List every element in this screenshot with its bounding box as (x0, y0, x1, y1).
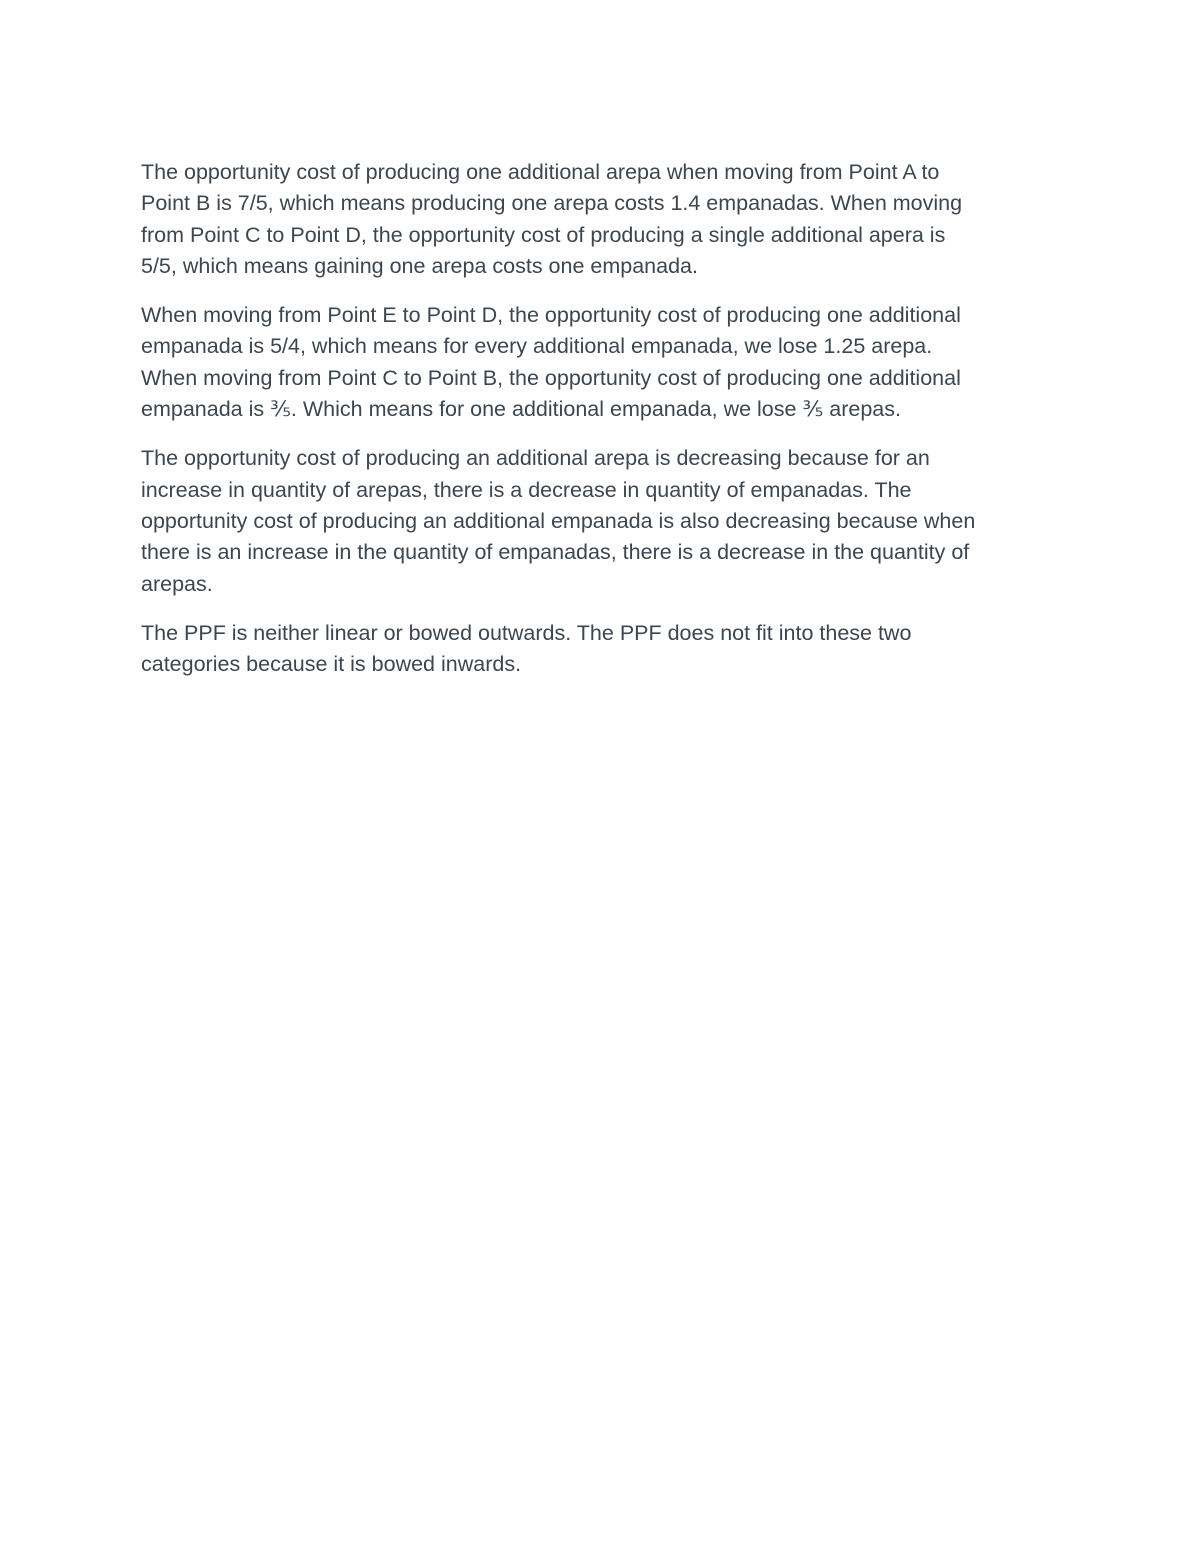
paragraph-decreasing-cost: The opportunity cost of producing an additional arepa is decreasing because for an increase in quantity of arepas, there is a decrease in quantity of empanadas. The opportunity cost of producing an additional empanada is also decreasing because when there is an increase in the quantity of empanadas, there is a decrease in the quantity of arepas. (141, 446, 976, 596)
paragraph-empanada-opportunity-cost: When moving from Point E to Point D, the opportunity cost of producing one additional empanada is 5/4, which means for every additional empanada, we lose 1.25 arepa. When moving from Point C to Point B, the opportunity cost of producing one additional empanada is ⅗. Which means for one additional empanada, we lose ⅗ arepas. (141, 303, 961, 422)
document-body (141, 157, 1061, 698)
paragraph-ppf-shape: The PPF is neither linear or bowed outwards. The PPF does not fit into these two categories because it is bowed inwards. (141, 620, 912, 677)
paragraph-arepa-opportunity-cost: The opportunity cost of producing one additional arepa when moving from Point A to Point B is 7/5, which means producing one arepa costs 1.4 empanadas. When moving from Point C to Point D, the opportunity cost of producing a single additional apera is 5/5, which means gaining one arepa costs one empanada. (141, 160, 963, 278)
